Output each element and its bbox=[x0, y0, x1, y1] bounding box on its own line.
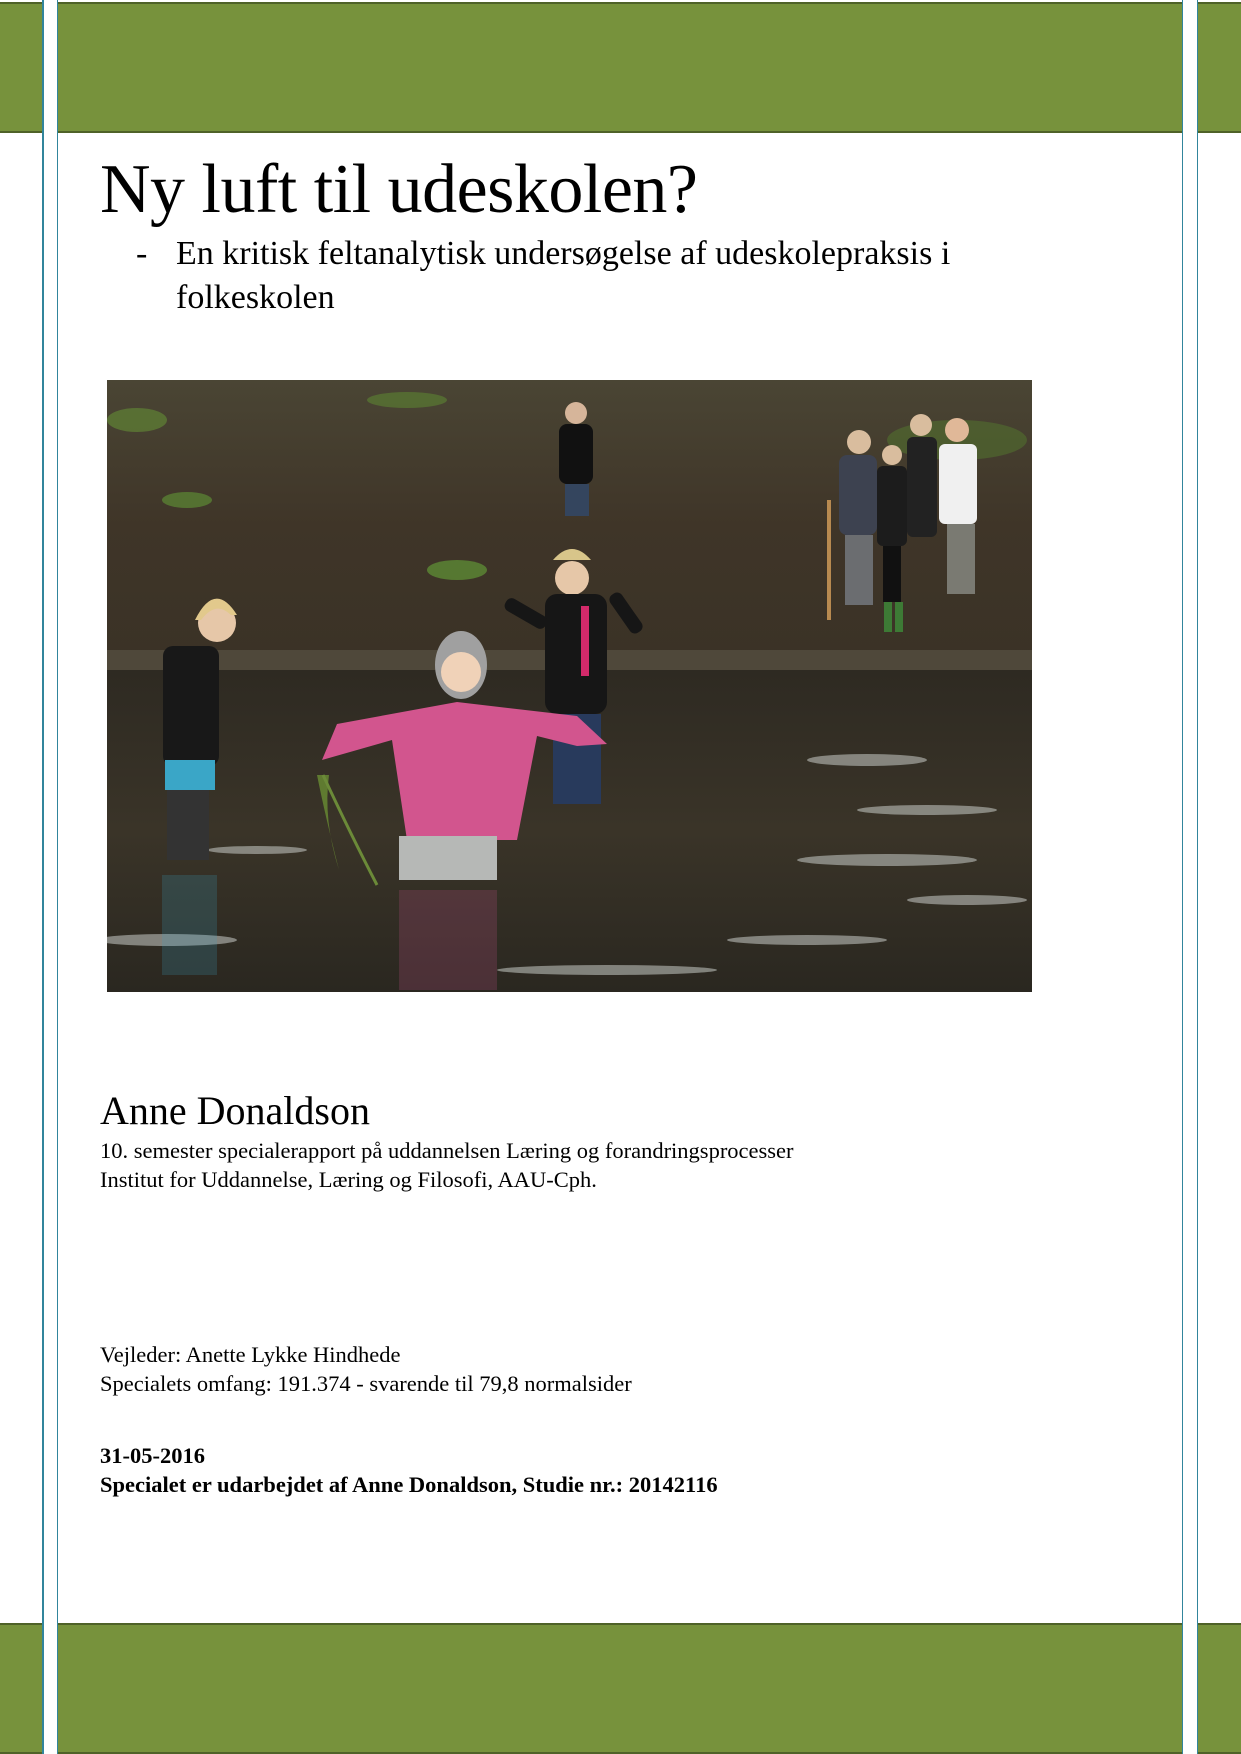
scope-line: Specialets omfang: 191.374 - svarende til 79,8 normalsider bbox=[100, 1371, 632, 1396]
cover-photo bbox=[107, 380, 1032, 992]
bottom-band-right bbox=[1198, 1623, 1241, 1754]
subtitle-text: En kritisk feltanalytisk undersøgelse af udeskolepraksis i folkeskolen bbox=[176, 235, 951, 316]
institute-line: Institut for Uddannelse, Læring og Filosofi, AAU-Cph. bbox=[100, 1167, 597, 1192]
vertical-rule-left-outer bbox=[42, 0, 44, 1754]
top-band-left bbox=[0, 2, 42, 133]
authorship-line: Specialet er udarbejdet af Anne Donaldson, Studie nr.: 20142116 bbox=[100, 1472, 718, 1497]
program-line: 10. semester specialerapport på uddannelsen Læring og forandringsprocesser bbox=[100, 1138, 794, 1163]
subtitle-dash: - bbox=[136, 235, 148, 272]
submission-date: 31-05-2016 bbox=[100, 1443, 205, 1468]
vertical-rule-right-outer bbox=[1197, 0, 1198, 1754]
document-subtitle bbox=[136, 232, 1096, 320]
bottom-band-main bbox=[58, 1623, 1182, 1754]
vertical-rule-right-inner bbox=[1182, 0, 1183, 1754]
top-band-right bbox=[1198, 2, 1241, 133]
bottom-band-left bbox=[0, 1623, 42, 1754]
vertical-rule-left-inner bbox=[57, 0, 58, 1754]
document-title: Ny luft til udeskolen? bbox=[100, 151, 698, 228]
top-band-main bbox=[58, 2, 1182, 133]
supervisor-line: Vejleder: Anette Lykke Hindhede bbox=[100, 1342, 401, 1367]
author-name: Anne Donaldson bbox=[100, 1088, 370, 1133]
